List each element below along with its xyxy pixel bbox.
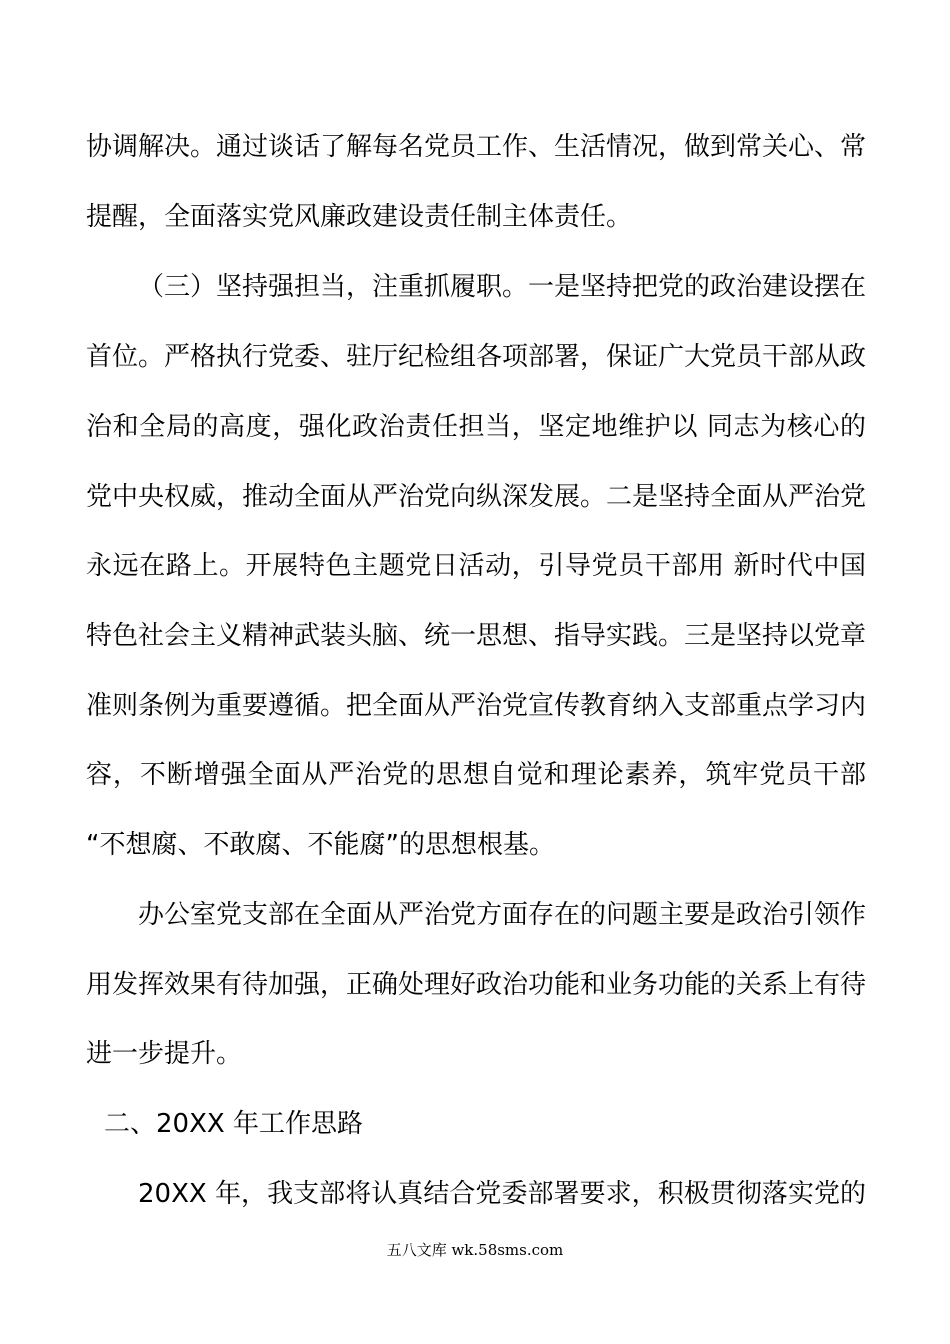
body-text-line: 首位。严格执行党委、驻厅纪检组各项部署，保证广大党员干部从政 <box>86 342 867 372</box>
body-text-line: 办公室党支部在全面从严治党方面存在的问题主要是政治引领作 <box>138 900 867 930</box>
body-text-line: 永远在路上。开展特色主题党日活动，引导党员干部用 新时代中国 <box>86 551 866 581</box>
body-text-line: 进一步提升。 <box>86 1039 243 1069</box>
body-text-line: （三）坚持强担当，注重抓履职。一是坚持把党的政治建设摆在 <box>138 272 867 302</box>
page-footer: 五八文库 wk.58sms.com <box>386 1241 564 1259</box>
body-text-line: 用发挥效果有待加强，正确处理好政治功能和业务功能的关系上有待 <box>86 970 867 1000</box>
body-text-line: “不想腐、不敢腐、不能腐”的思想根基。 <box>86 830 555 860</box>
section-heading: 二、20XX 年工作思路 <box>104 1109 363 1139</box>
body-text-line: 特色社会主义精神武装头脑、统一思想、指导实践。三是坚持以党章 <box>86 621 867 651</box>
body-text-line: 党中央权威，推动全面从严治党向纵深发展。二是坚持全面从严治党 <box>86 482 867 512</box>
body-text-line: 准则条例为重要遵循。把全面从严治党宣传教育纳入支部重点学习内 <box>86 691 867 721</box>
body-text-line: 20XX 年，我支部将认真结合党委部署要求，积极贯彻落实党的 <box>138 1179 866 1209</box>
body-text-line: 协调解决。通过谈话了解每名党员工作、生活情况，做到常关心、常 <box>86 132 867 162</box>
body-text-line: 容，不断增强全面从严治党的思想自觉和理论素养，筑牢党员干部 <box>86 760 866 790</box>
body-text-line: 提醒，全面落实党风廉政建设责任制主体责任。 <box>86 202 633 232</box>
body-text-line: 治和全局的高度，强化政治责任担当，坚定地维护以 同志为核心的 <box>86 412 866 442</box>
